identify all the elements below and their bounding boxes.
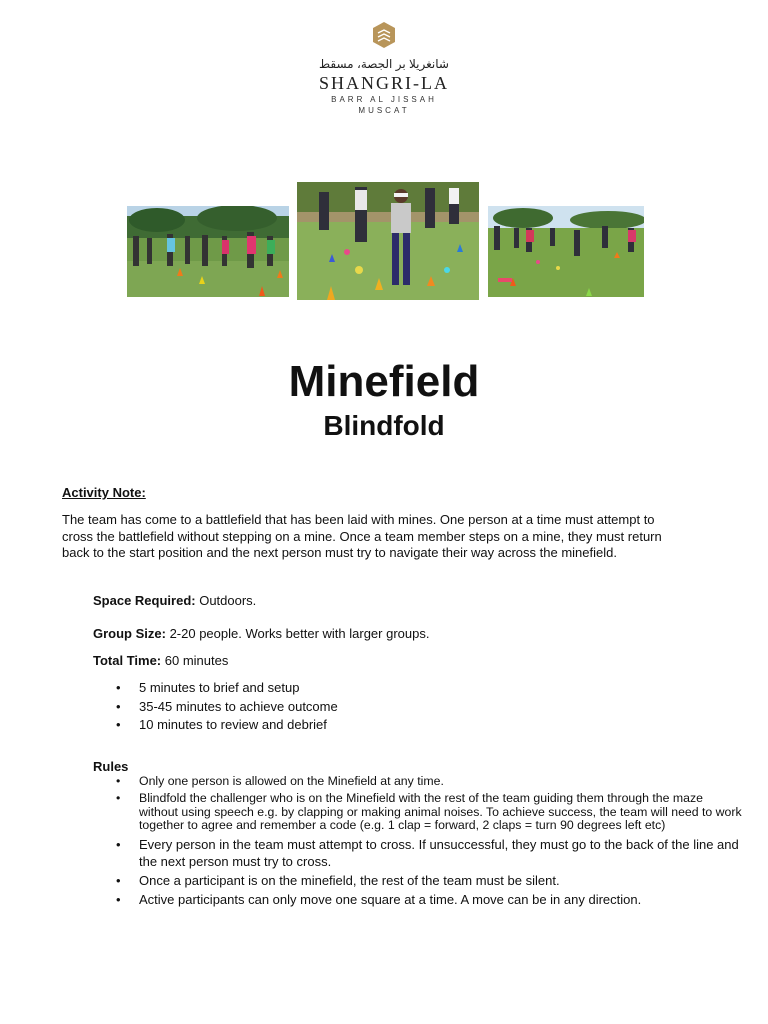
list-item: • Only one person is allowed on the Minefield at any time. [114, 775, 744, 789]
page-subtitle: Blindfold [323, 410, 445, 441]
logo-location-line-2: MUSCAT [358, 106, 410, 115]
activity-note-heading: Activity Note: [62, 485, 146, 500]
group-size-label: Group Size: [93, 626, 166, 641]
page-title: Minefield [288, 357, 480, 406]
activity-note-text: The team has come to a battlefield that has been laid with mines. One person at a time must attempt to cross the battlefield without stepping on a mine. Once a team member steps on a mine, they must return back to the start position and the next person must try to navigate their way across the minefield. [62, 512, 662, 560]
space-required [93, 593, 256, 608]
list-item: • 35-45 minutes to achieve outcome [114, 698, 744, 717]
hotel-logo [0, 22, 768, 116]
time-breakdown-list [114, 679, 744, 735]
rules-heading: Rules [93, 759, 129, 774]
total-time-label: Total Time: [93, 653, 162, 668]
space-required-label: Space Required: [93, 593, 196, 608]
photo-blindfolded-participant [297, 182, 479, 300]
photo-group-field [127, 206, 289, 297]
list-item: • Every person in the team must attempt to cross. If unsuccessful, they must go to the back of the line and the next person must try to cross. [114, 836, 744, 870]
rules-list [114, 775, 744, 910]
group-size-value: 2-20 people. Works better with larger groups. [165, 626, 430, 641]
list-item: • Active participants can only move one square at a time. A move can be in any direction. [114, 891, 744, 908]
list-item: • Once a participant is on the minefield, the rest of the team must be silent. [114, 872, 744, 889]
total-time-value: 60 minutes [161, 653, 229, 668]
list-item: • 5 minutes to brief and setup [114, 679, 744, 698]
list-item: • 10 minutes to review and debrief [114, 716, 744, 735]
shangri-la-emblem-icon [373, 22, 395, 48]
photo-minefield-course [488, 206, 644, 297]
total-time [93, 653, 228, 668]
logo-brand-name: SHANGRI-LA [319, 73, 449, 93]
group-size [93, 626, 429, 641]
logo-arabic-text: شانغريلا بر الجصة، مسقط [319, 57, 449, 71]
list-item: • Blindfold the challenger who is on the Minefield with the rest of the team guiding them through the maze without using speech e.g. by clapping or making animal noises. To achieve success, the team will need to work together to agree and remember a code (e.g. 1 clap = forward, 2 claps = turn 90 degrees left etc) [114, 792, 744, 833]
space-required-value: Outdoors. [195, 593, 257, 608]
logo-location-line-1: BARR AL JISSAH [331, 95, 437, 104]
